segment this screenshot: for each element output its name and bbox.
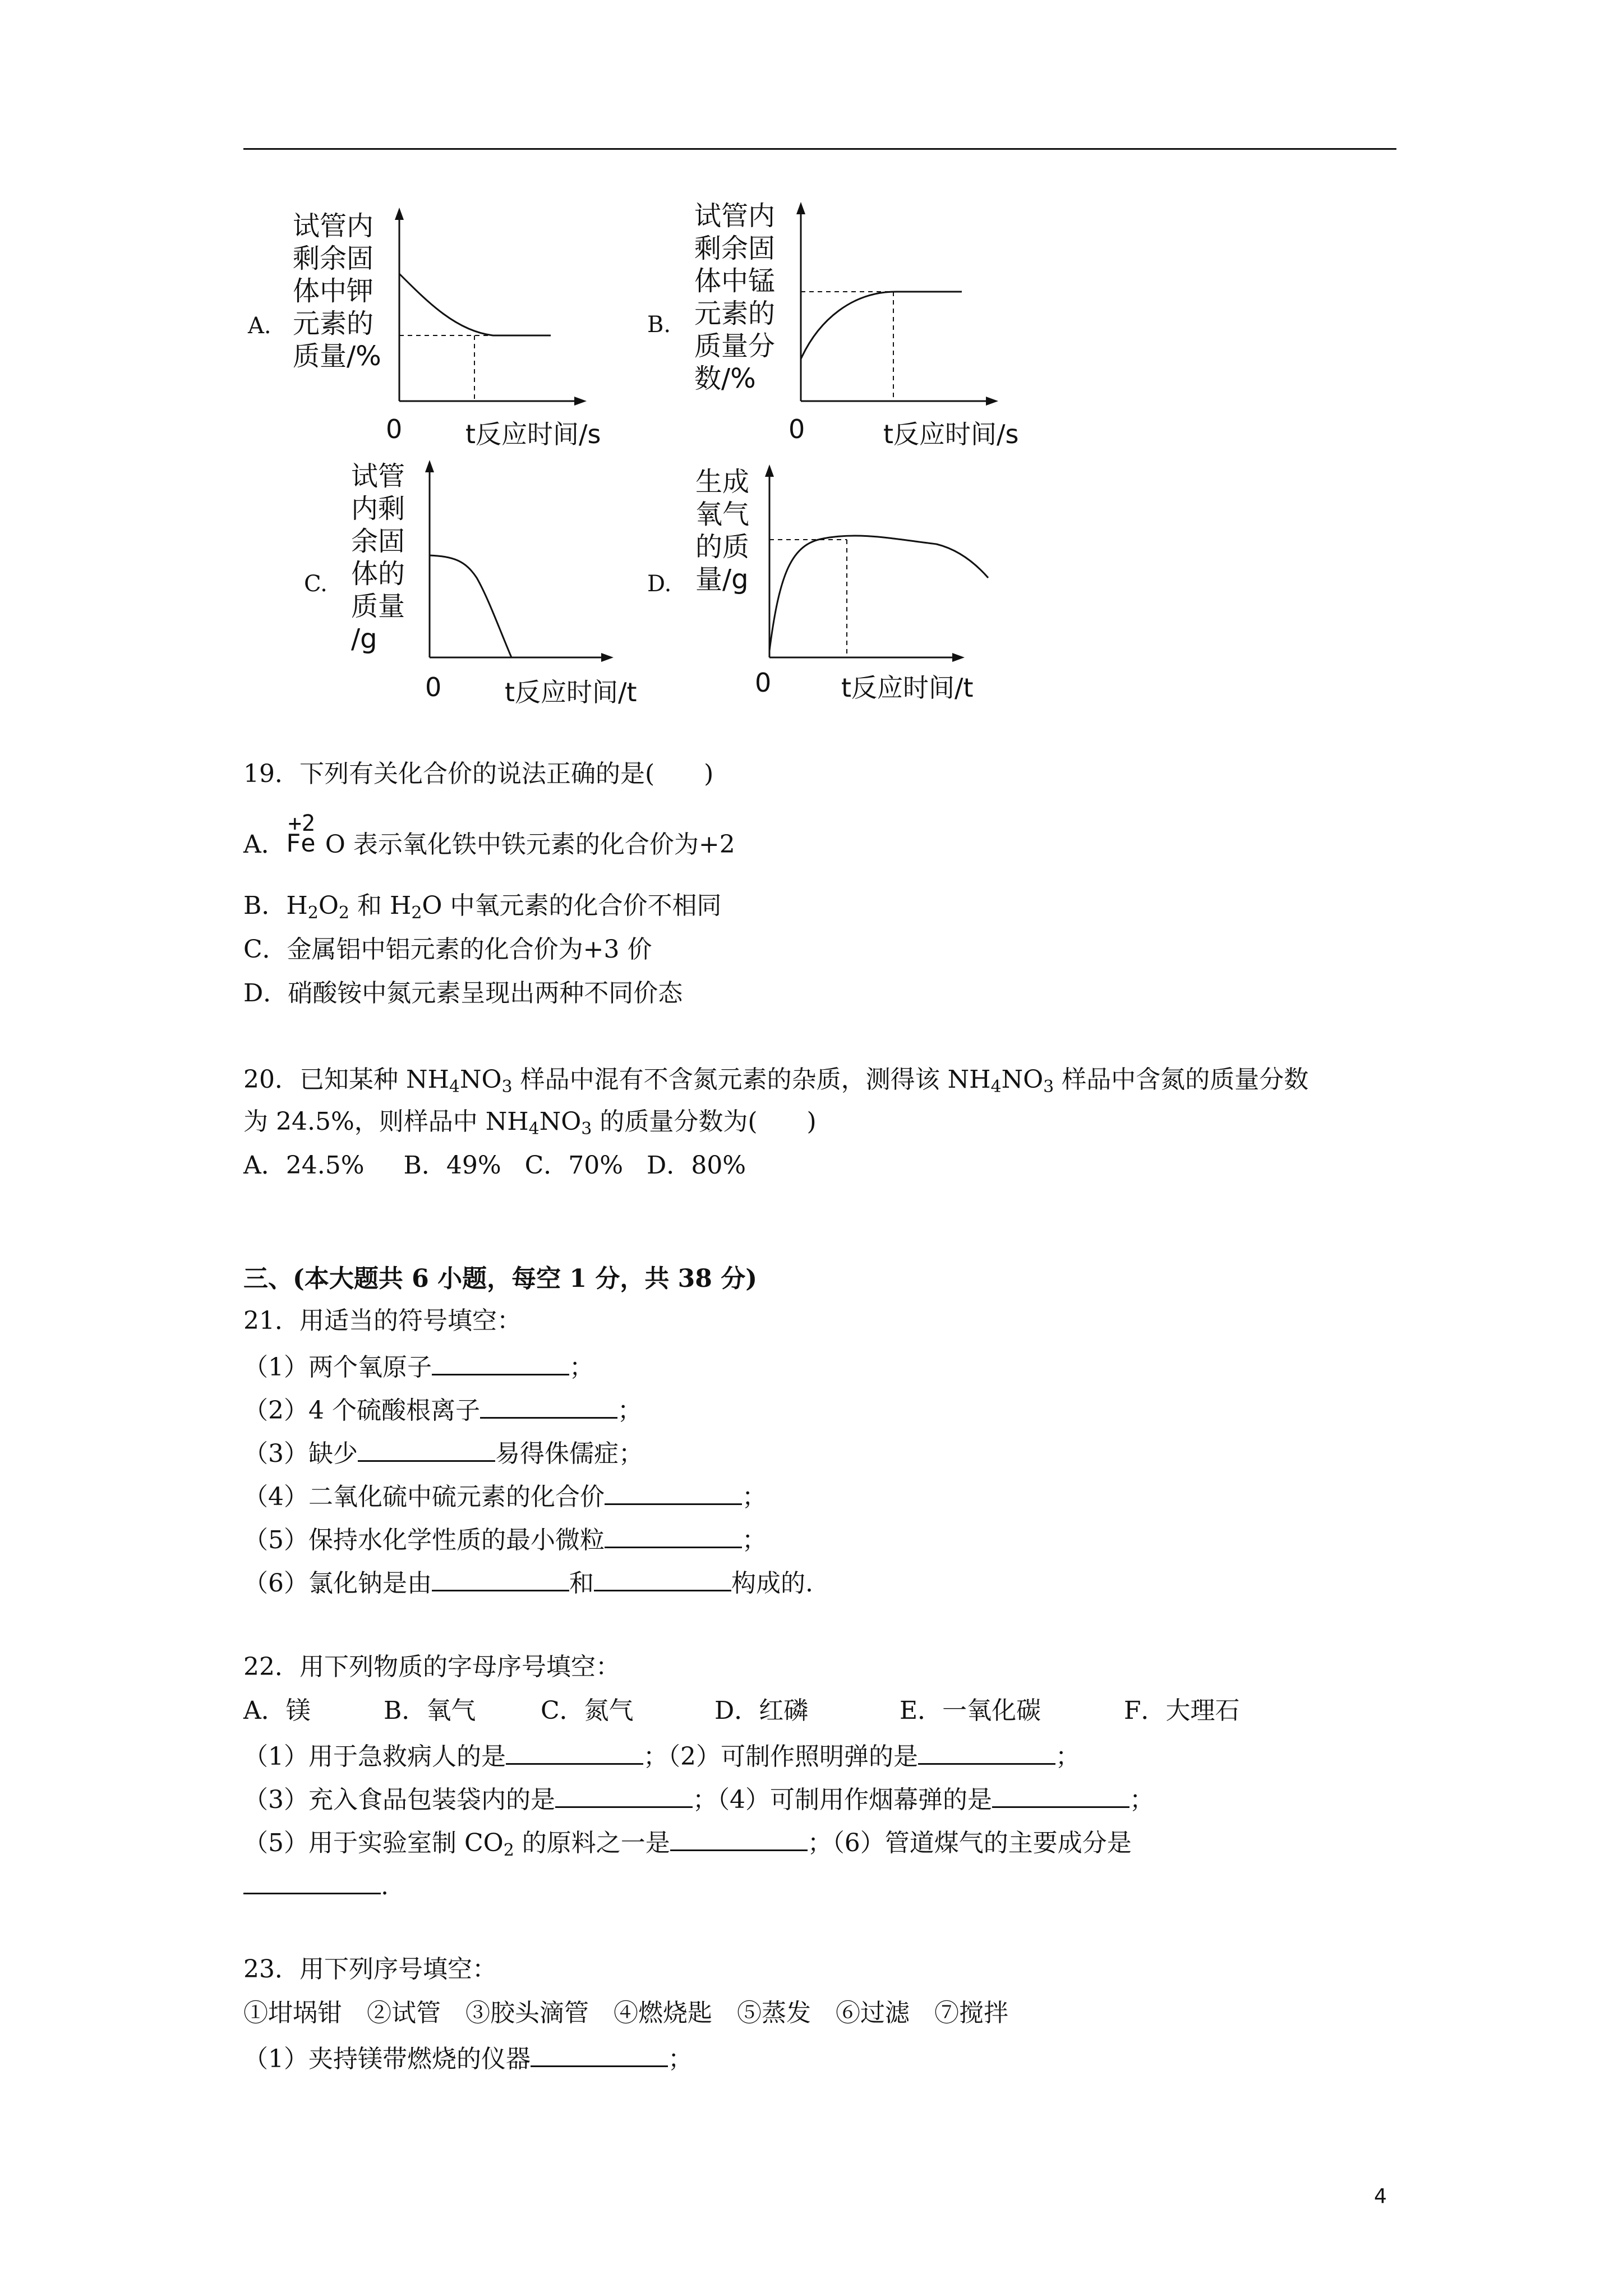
- q21-item-5-text: （5）保持水化学性质的最小微粒: [243, 1526, 605, 1554]
- q22-item-6: （6）管道煤气的主要成分是: [832, 1829, 1132, 1857]
- q20-option-a: A．24.5%: [243, 1151, 365, 1180]
- q22-item-5a: （5）用于实验室制 CO: [243, 1829, 504, 1857]
- q22-row-4-dot: .: [381, 1872, 389, 1901]
- q21-blank-2[interactable]: [480, 1391, 617, 1419]
- q21-item-3: [243, 1434, 643, 1471]
- q21-item-2-semi: ；: [617, 1396, 642, 1425]
- graph-d: [645, 460, 1026, 712]
- q19-a-sup: +2: [288, 811, 315, 836]
- q19-option-c: C．金属铝中铝元素的化合价为+3 价: [243, 935, 652, 964]
- header-rule: [243, 148, 1396, 150]
- graph-b: [645, 196, 1026, 454]
- q22-option-f: F．大理石: [1124, 1696, 1240, 1725]
- graph-c-letter: C.: [304, 571, 328, 597]
- q21-item-6: [243, 1564, 813, 1600]
- graph-c-xlabel: t反应时间/t: [505, 677, 637, 707]
- graph-a: [243, 208, 602, 454]
- q22-options: [243, 1694, 1240, 1728]
- q22-row-3: [243, 1824, 1132, 1867]
- q23-item-1-text: （1）夹持镁带燃烧的仪器: [243, 2045, 531, 2073]
- q20-s4: 3: [1043, 1077, 1054, 1097]
- graph-c-origin: 0: [425, 672, 442, 702]
- q21-item-1-semi: ；: [569, 1353, 594, 1382]
- q20-option-c: C．70%: [524, 1151, 624, 1180]
- q21-item-4-semi: ；: [742, 1483, 767, 1511]
- q23-options: ①坩埚钳 ②试管 ③胶头滴管 ④燃烧匙 ⑤蒸发 ⑥过滤 ⑦搅拌: [243, 1999, 1008, 2027]
- q23-item-1: [243, 2040, 693, 2076]
- q22-option-d: D．红磷: [714, 1696, 809, 1725]
- q22-blank-2[interactable]: [918, 1737, 1055, 1765]
- q22-row-3-semi: ；: [807, 1829, 832, 1857]
- graph-c-ylabel: 试管 内剩 余固 体的 质量 /g: [351, 461, 405, 655]
- page-number: 4: [1374, 2185, 1387, 2208]
- q22-blank-3[interactable]: [555, 1780, 693, 1808]
- q20-l2b: NO: [539, 1107, 582, 1136]
- q20-option-b: B．49%: [403, 1151, 501, 1180]
- graph-a-origin: 0: [386, 414, 403, 444]
- q22-option-a: A．镁: [243, 1696, 311, 1725]
- q21-blank-3[interactable]: [358, 1434, 495, 1462]
- graph-b-origin: 0: [789, 414, 805, 444]
- q22-item-5b: 的原料之一是: [514, 1829, 670, 1857]
- q22-item-5-sub: 2: [503, 1841, 514, 1860]
- q22-blank-4[interactable]: [992, 1780, 1129, 1808]
- q22-row-2: [243, 1780, 1154, 1817]
- q19-a-rest: O 表示氧化铁中铁元素的化合价为+2: [325, 830, 735, 859]
- graph-d-xlabel: t反应时间/t: [841, 673, 974, 703]
- q21-item-3-text: （3）缺少: [243, 1439, 358, 1468]
- q20-p2: NO: [459, 1065, 502, 1094]
- q20-s2: 3: [501, 1077, 513, 1097]
- q19-b-sub3: 2: [411, 903, 422, 923]
- q20-stem-line2: [243, 1105, 817, 1146]
- section-3-title: 三、(本大题共 6 小题，每空 1 分，共 38 分): [243, 1264, 758, 1293]
- q19-stem: 19．下列有关化合价的说法正确的是( ): [243, 760, 714, 788]
- q20-option-d: D．80%: [647, 1151, 746, 1180]
- q22-row-2-semi2: ；: [1129, 1786, 1154, 1814]
- q19-option-a: [243, 811, 735, 862]
- q19-option-d: D．硝酸铵中氮元素呈现出两种不同价态: [243, 979, 683, 1007]
- graph-c: [292, 454, 651, 712]
- q21-item-1-text: （1）两个氧原子: [243, 1353, 432, 1382]
- q21-item-4: [243, 1478, 767, 1514]
- q21-blank-5[interactable]: [605, 1521, 742, 1548]
- q19-b-sub1: 2: [307, 903, 319, 923]
- q21-item-6-and: 和: [569, 1569, 594, 1598]
- q21-item-3-tail: 易得侏儒症；: [495, 1439, 643, 1468]
- q21-item-6-tail: 构成的.: [731, 1569, 813, 1598]
- q20-l2c: 的质量分数为( ): [592, 1107, 817, 1136]
- q20-s6: 3: [581, 1119, 592, 1139]
- q21-blank-6b[interactable]: [594, 1564, 731, 1591]
- q20-p3: 样品中混有不含氮元素的杂质，测得该 NH: [512, 1065, 991, 1094]
- q22-blank-6[interactable]: [243, 1867, 381, 1894]
- q20-s1: 4: [449, 1077, 460, 1097]
- q23-item-1-semi: ；: [668, 2045, 693, 2073]
- q22-option-c: C．氮气: [541, 1696, 634, 1725]
- q21-item-4-text: （4）二氧化硫中硫元素的化合价: [243, 1483, 605, 1511]
- q19-b-sub2: 2: [338, 903, 349, 923]
- q22-row-1-semi: ；: [643, 1742, 668, 1771]
- graph-d-letter: D.: [647, 571, 672, 597]
- q22-item-4: （4）可制用作烟幕弹的是: [717, 1786, 992, 1814]
- q19-b-mid: 和 H: [349, 891, 412, 920]
- q19-b-h: H: [286, 891, 308, 920]
- graph-a-xlabel: t反应时间/s: [465, 419, 601, 449]
- q23-stem: 23．用下列序号填空：: [243, 1955, 497, 1984]
- graph-b-ylabel: 试管内 剩余固 体中锰 元素的 质量分 数/%: [694, 200, 776, 394]
- q20-options: [243, 1149, 746, 1182]
- q21-item-5-semi: ；: [742, 1526, 767, 1554]
- q22-item-1: （1）用于急救病人的是: [243, 1742, 506, 1771]
- graph-b-letter: B.: [647, 312, 671, 338]
- q21-stem: 21．用适当的符号填空：: [243, 1306, 522, 1335]
- graph-b-xlabel: t反应时间/s: [883, 419, 1019, 449]
- q22-item-2: （2）可制作照明弹的是: [668, 1742, 918, 1771]
- q21-item-5: [243, 1521, 767, 1557]
- q19-a-label: A．: [243, 830, 286, 859]
- graph-a-letter: A.: [248, 313, 271, 339]
- q20-s3: 4: [990, 1077, 1002, 1097]
- q19-b-rest: O 中氧元素的化合价不相同: [422, 891, 722, 920]
- q19-option-b: [243, 889, 721, 930]
- q20-p5: 样品中含氮的质量分数: [1054, 1065, 1309, 1094]
- q22-item-3: （3）充入食品包装袋内的是: [243, 1786, 555, 1814]
- graph-a-ylabel: 试管内 剩余固 体中钾 元素的 质量/%: [293, 210, 381, 372]
- q21-item-2: [243, 1391, 642, 1428]
- q23-blank-1[interactable]: [531, 2040, 668, 2067]
- q22-option-e: E．一氧化碳: [900, 1696, 1041, 1725]
- q20-stem-line1: [243, 1063, 1308, 1104]
- graph-d-ylabel: 生成 氧气 的质 量/g: [695, 466, 750, 595]
- q22-blank-1[interactable]: [506, 1737, 643, 1765]
- fe-oxidation-notation: [285, 811, 325, 858]
- graph-d-origin: 0: [755, 668, 772, 698]
- q21-item-6-text: （6）氯化钠是由: [243, 1569, 432, 1598]
- q22-row-1: [243, 1737, 1080, 1774]
- q20-p4: NO: [1001, 1065, 1044, 1094]
- q22-row-2-semi: ；: [693, 1786, 717, 1814]
- q22-row-1-semi2: ；: [1055, 1742, 1080, 1771]
- q19-a-fe: Fe: [285, 829, 316, 858]
- q21-item-2-text: （2）4 个硫酸根离子: [243, 1396, 480, 1425]
- q20-l2a: 为 24.5%，则样品中 NH: [243, 1107, 529, 1136]
- q19-b-o: O: [318, 891, 339, 920]
- q22-option-b: B．氧气: [384, 1696, 476, 1725]
- q20-p1: 20．已知某种 NH: [243, 1065, 449, 1094]
- q19-b-label: B．: [243, 891, 287, 920]
- q21-blank-4[interactable]: [605, 1478, 742, 1505]
- q22-blank-5[interactable]: [670, 1824, 808, 1851]
- q22-row-4: [243, 1867, 389, 1903]
- q21-blank-6a[interactable]: [432, 1564, 569, 1591]
- q21-blank-1[interactable]: [432, 1348, 569, 1375]
- q21-item-1: [243, 1348, 594, 1384]
- q20-s5: 4: [528, 1119, 540, 1139]
- q22-stem: 22．用下列物质的字母序号填空：: [243, 1653, 620, 1681]
